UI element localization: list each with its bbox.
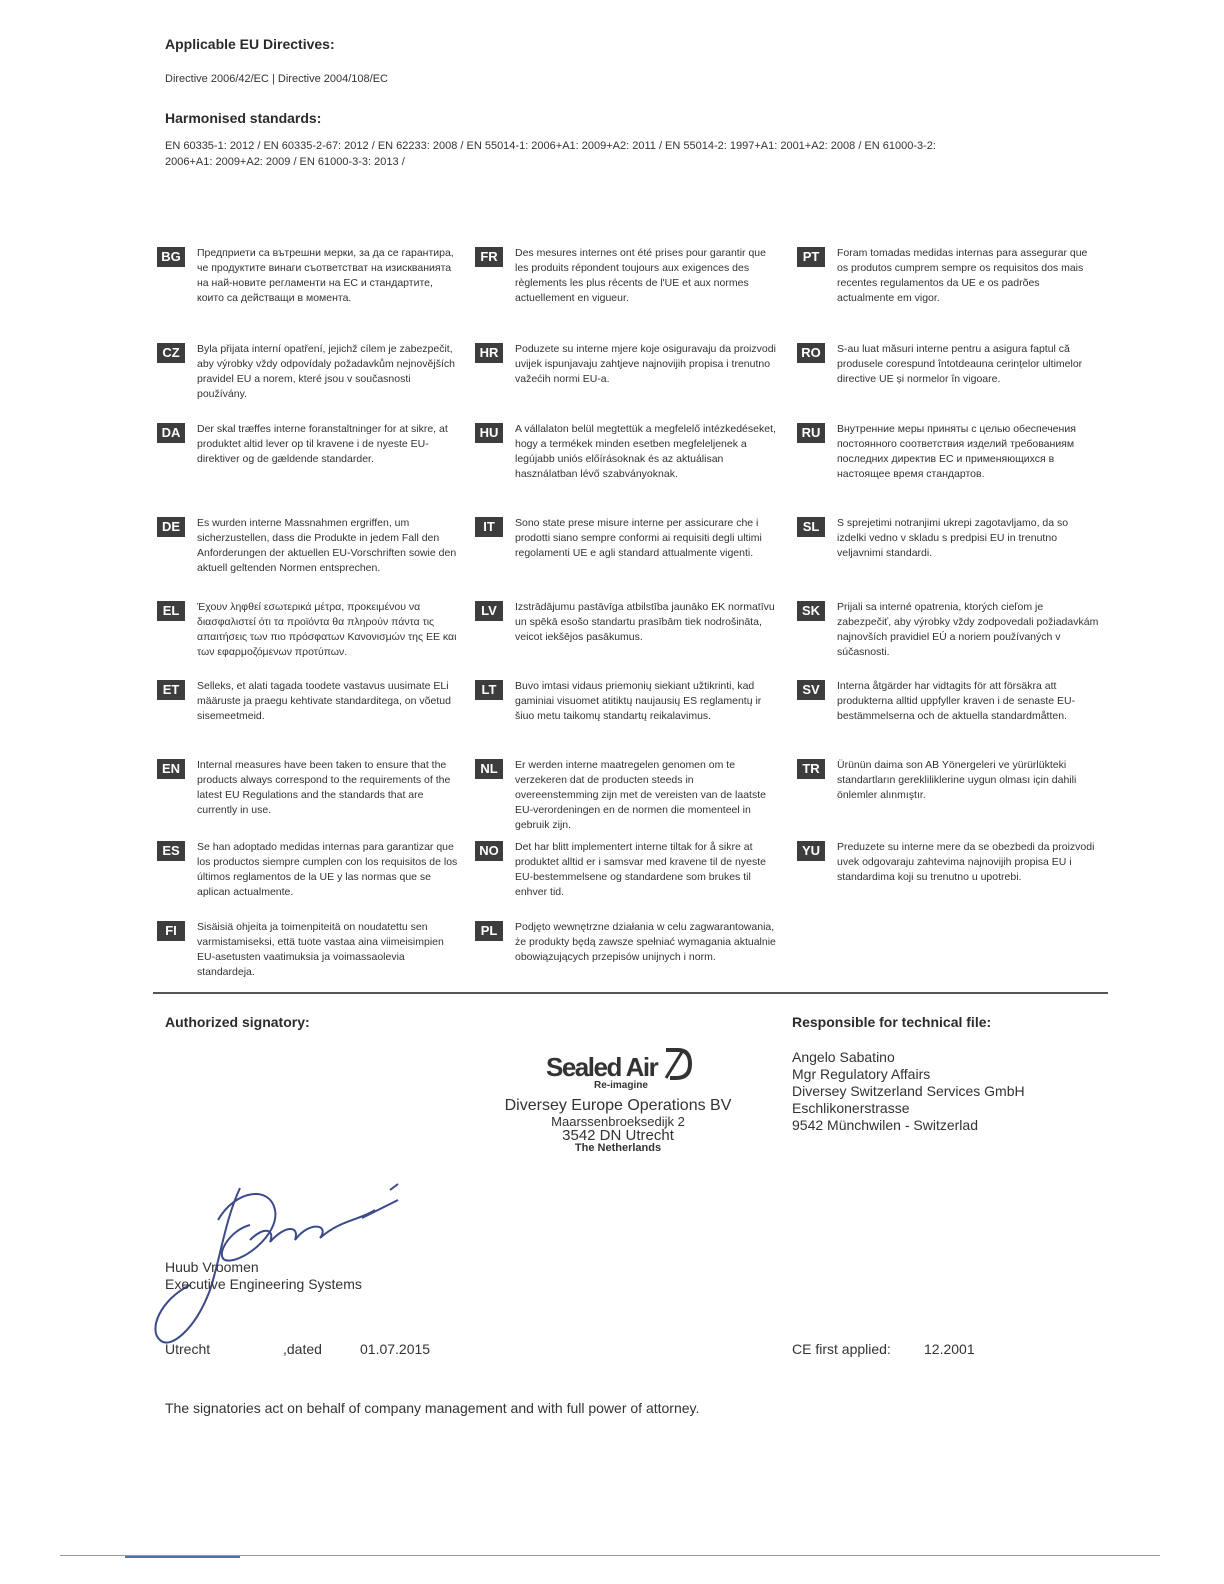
language-code-badge: EN [157, 759, 185, 779]
language-statement: Byla přijata interní opatření, jejichž cílem je zabezpečit, aby výrobky vždy odpovídaly požadavkům nejnovějších pravidel EU a norem, které jsou v současnosti používány. [197, 343, 455, 400]
language-statement: Izstrādājumu pastāvīga atbilstība jaunāko EK normatīvu un spēkā esošo standartu prasībām tiek nodrošināta, veicot iekšējos pasākumus. [515, 601, 775, 643]
language-code-badge: BG [157, 247, 185, 267]
ce-first-applied-label: CE first applied: [792, 1341, 891, 1357]
technical-line: Angelo Sabatino [792, 1049, 895, 1065]
logo-wordmark: Sealed Air [546, 1052, 658, 1082]
technical-line: Diversey Switzerland Services GmbH [792, 1083, 1025, 1099]
signatory-name: Huub Vroomen [165, 1259, 259, 1275]
language-code-badge: HU [475, 423, 503, 443]
language-code-badge: IT [475, 517, 503, 537]
technical-contact [792, 1049, 1025, 1134]
directives-heading: Applicable EU Directives: [165, 36, 335, 52]
language-code-badge: DE [157, 517, 185, 537]
language-statement: Des mesures internes ont été prises pour garantir que les produits répondent toujours aux exigences des règlements les plus récents de l'UE et aux normes actuellement en vigueur. [515, 247, 766, 304]
standards-line-2: 2006+A1: 2009+A2: 2009 / EN 61000-3-3: 2013 / [165, 156, 405, 168]
company-street: Maarssenbroeksedijk 2 [551, 1114, 685, 1129]
language-code-badge: DA [157, 423, 185, 443]
standards-heading: Harmonised standards: [165, 110, 322, 126]
directives-text: Directive 2006/42/EC | Directive 2004/108/EC [165, 73, 388, 85]
language-statement: Sono state prese misure interne per assicurare che i prodotti siano sempre conformi ai requisiti degli ultimi regolamenti UE e agli standard attualmente vigenti. [515, 517, 762, 559]
language-statement: Buvo imtasi vidaus priemonių siekiant užtikrinti, kad gaminiai visuomet atitiktų naujausių ES reglamentų ir šiuo metu taikomų standartų reikalavimus. [515, 680, 762, 722]
language-code-badge: CZ [157, 343, 185, 363]
bottom-accent-rule [125, 1556, 240, 1558]
company-city: 3542 DN Utrecht [562, 1127, 674, 1144]
language-code-badge: NO [475, 841, 503, 861]
ce-first-applied-date: 12.2001 [924, 1341, 975, 1357]
technical-line: 9542 Münchwilen - Switzerlad [792, 1117, 978, 1133]
language-statement: S sprejetimi notranjimi ukrepi zagotavljamo, da so izdelki vedno v skladu s predpisi EU in trenutno veljavnimi standardi. [837, 517, 1069, 559]
language-code-badge: RO [797, 343, 825, 363]
language-statement: Internal measures have been taken to ensure that the products always correspond to the requirements of the latest EU Regulations and the standards that are currently in use. [197, 759, 451, 816]
language-statement: Der skal træffes interne foranstaltninger for at sikre, at produktet altid lever op til kravene i de nyeste EU-direktiver og de gældende standarder. [197, 423, 448, 465]
signatory-title: Executive Engineering Systems [165, 1276, 362, 1292]
language-code-badge: SV [797, 680, 825, 700]
language-statement: Podjęto wewnętrzne działania w celu zagwarantowania, że produkty będą zawsze spełniać wymagania aktualnie obowiązujących przepisów unijnych i norm. [515, 921, 776, 963]
language-code-badge: PT [797, 247, 825, 267]
language-code-badge: LV [475, 601, 503, 621]
language-statement: Er werden interne maatregelen genomen om te verzekeren dat de producten steeds in overeenstemming zijn met de vereisten van de laatste EU-verordeningen en de normen die momenteel in gebruik zijn. [515, 759, 766, 831]
technical-line: Mgr Regulatory Affairs [792, 1066, 931, 1082]
footer-note: The signatories act on behalf of company management and with full power of attorney. [165, 1400, 700, 1416]
technical-heading: Responsible for technical file: [792, 1014, 992, 1030]
company-country: The Netherlands [574, 1142, 662, 1154]
language-statement: Внутренние меры приняты с целью обеспечения постоянного соответствия изделий требованиям последних директив ЕС и применяющихся в настоящее время стандартов. [837, 423, 1076, 480]
standards-line-1: EN 60335-1: 2012 / EN 60335-2-67: 2012 / EN 62233: 2008 / EN 55014-1: 2006+A1: 2009+A2: 2011 / EN 55014-2: 1997+A1: 2001+A2: 2008 / EN 61000-3-2: [165, 140, 936, 152]
language-code-badge: TR [797, 759, 825, 779]
language-code-badge: SL [797, 517, 825, 537]
company-name: Diversey Europe Operations BV [504, 1097, 732, 1114]
language-statement: S-au luat măsuri interne pentru a asigura faptul că produsele corespund întotdeauna cerințelor ultimelor directive UE și normelor în vigoare. [837, 343, 1083, 385]
language-statement: Prijali sa interné opatrenia, ktorých cieľom je zabezpečiť, aby výrobky vždy zodpovedali požiadavkám najnovších pravidiel EÚ a noriem používaných v súčasnosti. [837, 601, 1099, 658]
signatory-heading: Authorized signatory: [165, 1014, 310, 1030]
language-code-badge: NL [475, 759, 503, 779]
language-code-badge: YU [797, 841, 825, 861]
company-logo [540, 1048, 700, 1094]
logo-tagline: Re-imagine [594, 1080, 648, 1091]
language-statement: Έχουν ληφθεί εσωτερικά μέτρα, προκειμένου να διασφαλιστεί ότι τα προϊόντα θα πληρούν πάντα τις απαιτήσεις των πιο πρόσφατων Κανονισμών της ΕΕ και των εφαρμοζόμενων προτύπων. [197, 601, 457, 658]
language-code-badge: PL [475, 921, 503, 941]
language-code-badge: LT [475, 680, 503, 700]
language-statement: Предприети са вътрешни мерки, за да се гарантира, че продуктите винаги съответстват на изискванията на най-новите регламенти на ЕС и стандартите, които са действащи в момента. [197, 247, 454, 304]
logo-mark-icon [662, 1048, 692, 1080]
language-statement: Se han adoptado medidas internas para garantizar que los productos siempre cumplen con los requisitos de los últimos reglamentos de la UE y las normas que se aplican actualmente. [197, 841, 458, 898]
language-statement: Preduzete su interne mere da se obezbedi da proizvodi uvek odgovaraju zahtevima najnovijih propisa EU i standardima koji su trenutno u upotrebi. [837, 841, 1095, 883]
language-statement: Poduzete su interne mjere koje osiguravaju da proizvodi uvijek ispunjavaju zahtjeve najnovijih propisa i trenutno važećih normi EU-a. [515, 343, 776, 385]
language-code-badge: FR [475, 247, 503, 267]
language-statement: Foram tomadas medidas internas para assegurar que os produtos cumprem sempre os requisitos dos mais recentes regulamentos da UE e os padrões actualmente em vigor. [837, 247, 1088, 304]
signing-date: 01.07.2015 [360, 1341, 431, 1357]
language-statement: A vállalaton belül megtettük a megfelelő intézkedéseket, hogy a termékek minden esetben megfeleljenek a legújabb uniós előírásoknak és az aktuálisan használatban lévő szabványoknak. [515, 423, 776, 480]
section-divider [153, 992, 1108, 994]
language-code-badge: ES [157, 841, 185, 861]
language-statement: Det har blitt implementert interne tiltak for å sikre at produktet alltid er i samsvar med kravene til de nyeste EU-bestemmelsene og standardene som brukes til enhver tid. [515, 841, 766, 898]
language-statement: Selleks, et alati tagada toodete vastavus uusimate ELi määruste ja praegu kehtivate standarditega, on võetud sisemeetmeid. [197, 680, 451, 722]
language-code-badge: RU [797, 423, 825, 443]
technical-line: Eschlikonerstrasse [792, 1100, 910, 1116]
language-statement: Interna åtgärder har vidtagits för att försäkra att produkterna alltid uppfyller kraven i de senaste EU-bestämmelserna och de aktuella standardmåtten. [837, 680, 1076, 722]
language-code-badge: ET [157, 680, 185, 700]
language-statement: Sisäisiä ohjeita ja toimenpiteitä on noudatettu sen varmistamiseksi, että tuote vastaa aina viimeisimpien EU-asetusten vaatimuksia ja voimassaolevia standardeja. [197, 921, 444, 978]
dated-label: ,dated [283, 1341, 322, 1357]
language-code-badge: EL [157, 601, 185, 621]
language-code-badge: FI [157, 921, 185, 941]
language-code-badge: HR [475, 343, 503, 363]
signing-place: Utrecht [165, 1341, 211, 1357]
language-statement: Ürünün daima son AB Yönergeleri ve yürürlükteki standartların gerekliliklerine uygun olması için dahili önlemler alınmıştır. [837, 759, 1077, 801]
language-statement: Es wurden interne Massnahmen ergriffen, um sicherzustellen, dass die Produkte in jedem Fall den Anforderungen der aktuellen EU-Vorschriften sowie den aktuell geltenden Normen entsprechen. [197, 517, 457, 574]
language-code-badge: SK [797, 601, 825, 621]
